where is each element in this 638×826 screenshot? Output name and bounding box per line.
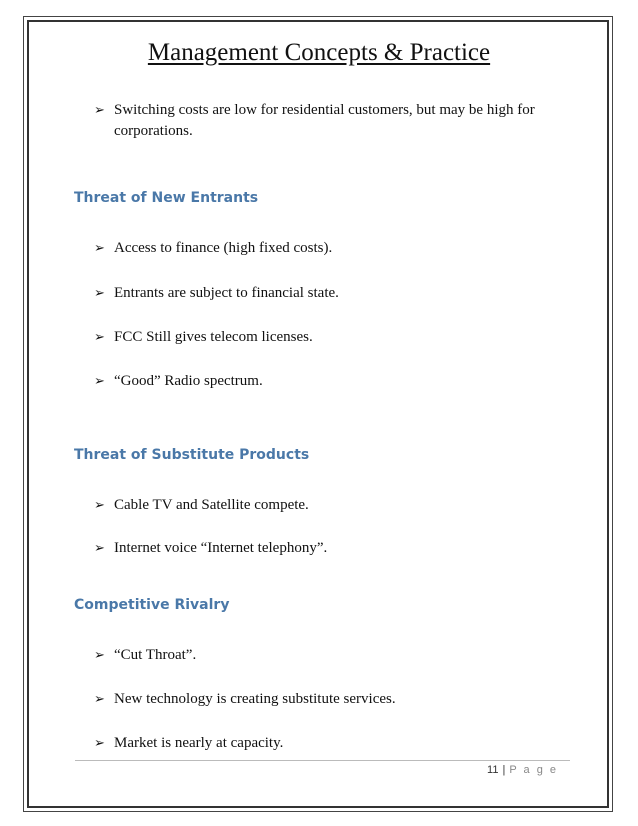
- arrow-bullet-icon: ➢: [94, 648, 105, 663]
- list-item: ➢ “Good” Radio spectrum.: [94, 371, 564, 392]
- arrow-bullet-icon: ➢: [94, 286, 105, 301]
- arrow-bullet-icon: ➢: [94, 692, 105, 707]
- arrow-bullet-icon: ➢: [94, 541, 105, 556]
- list-item: ➢ Switching costs are low for residential customers, but may be high for corporations.: [94, 102, 535, 139]
- footer-divider: [75, 760, 570, 761]
- footer-separator: |: [502, 764, 506, 776]
- arrow-bullet-icon: ➢: [94, 241, 105, 256]
- section-heading-competitive-rivalry: Competitive Rivalry: [74, 597, 230, 613]
- page-number: 11: [487, 764, 499, 776]
- list-item: ➢ Market is nearly at capacity.: [94, 733, 564, 754]
- arrow-bullet-icon: ➢: [94, 103, 105, 118]
- arrow-bullet-icon: ➢: [94, 736, 105, 751]
- page-label: P a g e: [509, 764, 558, 776]
- list-item: ➢ “Cut Throat”.: [94, 645, 564, 666]
- list-item: ➢ New technology is creating substitute services.: [94, 689, 564, 710]
- list-item: ➢ Access to finance (high fixed costs).: [94, 238, 564, 259]
- list-item: ➢ FCC Still gives telecom licenses.: [94, 327, 564, 348]
- page-footer: [487, 764, 558, 776]
- arrow-bullet-icon: ➢: [94, 374, 105, 389]
- arrow-bullet-icon: ➢: [94, 498, 105, 513]
- section-heading-new-entrants: Threat of New Entrants: [74, 190, 259, 206]
- list-item: ➢ Cable TV and Satellite compete.: [94, 495, 564, 516]
- section-heading-substitute-products: Threat of Substitute Products: [74, 447, 310, 463]
- list-item: ➢ Entrants are subject to financial state.: [94, 283, 564, 304]
- list-item: ➢ Internet voice “Internet telephony”.: [94, 538, 564, 559]
- page-title: Management Concepts & Practice: [147, 39, 491, 66]
- arrow-bullet-icon: ➢: [94, 330, 105, 345]
